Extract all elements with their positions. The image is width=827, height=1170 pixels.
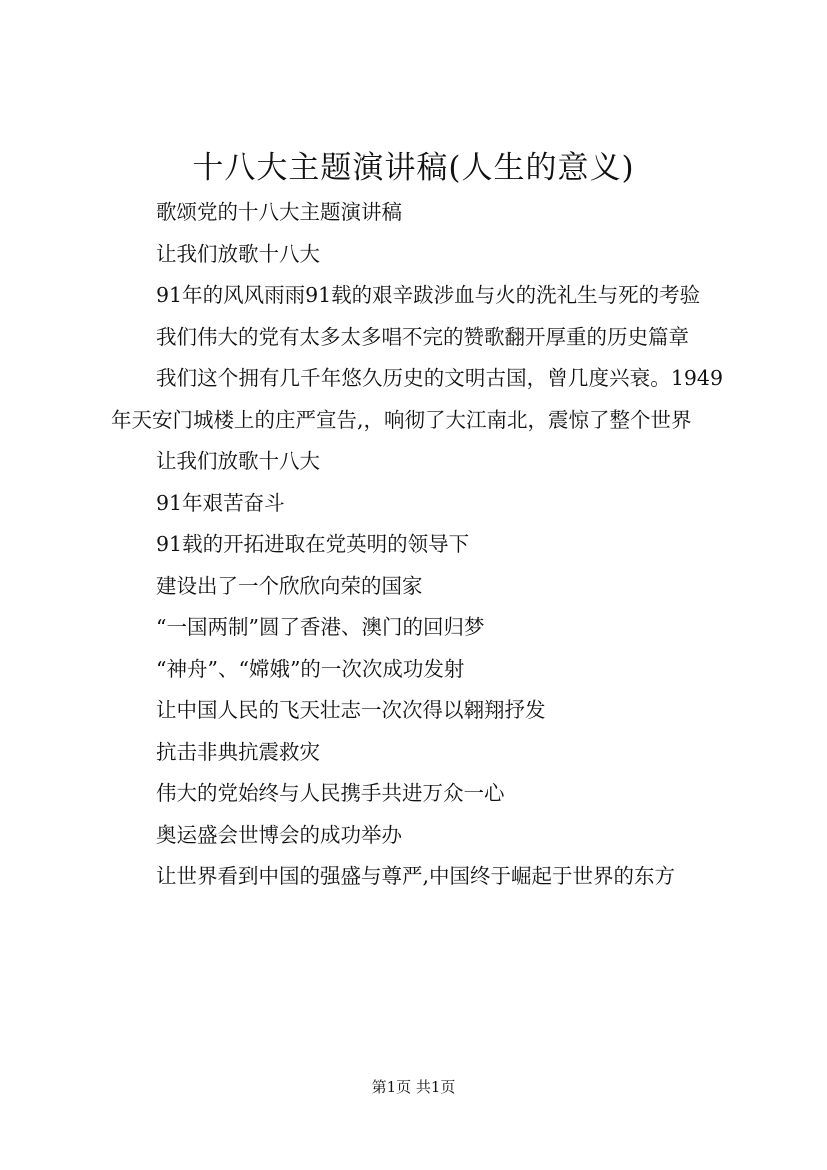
paragraph: 91载的开拓进取在党英明的领导下 xyxy=(156,532,470,556)
paragraph: “神舟”、“嫦娥”的一次次成功发射 xyxy=(156,656,465,681)
paragraph: 91年艰苦奋斗 xyxy=(156,490,285,515)
paragraph: 让世界看到中国的强盛与尊严,中国终于崛起于世界的东方 xyxy=(156,864,676,888)
paragraph: 歌颂党的十八大主题演讲稿 xyxy=(156,200,402,224)
paragraph: 我们这个拥有几千年悠久历史的文明古国，曾几度兴衰。1949年天安门城楼上的庄严宣告,，响彻了大江南北，震惊了整个世界 xyxy=(111,366,723,432)
paragraph: 伟大的党始终与人民携手共进万众一心 xyxy=(156,781,505,805)
paragraph: 让我们放歌十八大 xyxy=(156,241,320,266)
paragraph: 91年的风风雨雨91载的艰辛跋涉血与火的洗礼生与死的考验 xyxy=(156,283,701,307)
page-footer: 第1页 共1页 xyxy=(371,1078,456,1096)
document-body xyxy=(111,192,723,898)
paragraph: “一国两制”圆了香港、澳门的回归梦 xyxy=(156,615,485,639)
paragraph: 让我们放歌十八大 xyxy=(156,449,320,473)
paragraph: 让中国人民的飞天壮志一次次得以翱翔抒发 xyxy=(156,698,546,722)
paragraph: 建设出了一个欣欣向荣的国家 xyxy=(156,573,423,598)
paragraph: 奥运盛会世博会的成功举办 xyxy=(156,822,402,847)
document-title: 十八大主题演讲稿(人生的意义) xyxy=(192,150,635,186)
paragraph: 我们伟大的党有太多太多唱不完的赞歌翻开厚重的历史篇章 xyxy=(156,324,689,349)
paragraph: 抗击非典抗震救灾 xyxy=(156,739,320,764)
